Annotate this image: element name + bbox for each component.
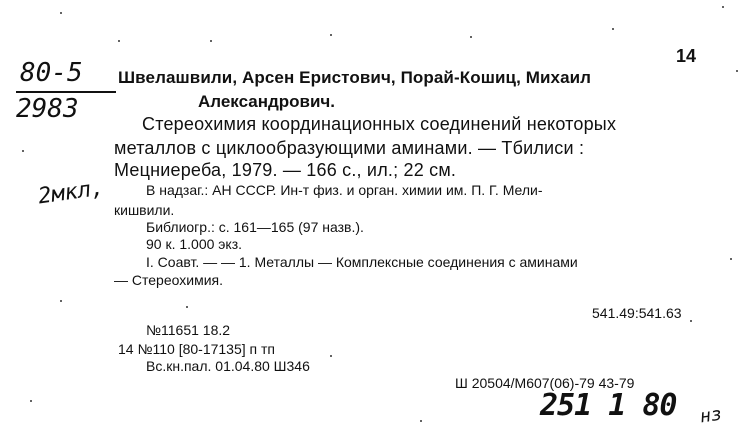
- handwritten-side-note: 2мкл,: [36, 175, 106, 210]
- scan-speck: [210, 40, 212, 42]
- card-number: 14: [676, 46, 697, 66]
- publisher-code: Ш 20504/М607(06)-79 43-79: [455, 375, 635, 391]
- scan-speck: [330, 355, 332, 357]
- title-line-2: металлов с циклообразующими аминами. — Тбилиси :: [114, 138, 585, 158]
- scan-speck: [612, 28, 614, 30]
- scan-speck: [690, 320, 692, 322]
- subjects-line-2: — Стереохимия.: [114, 272, 223, 288]
- reference-line-1: №11651 18.2: [146, 322, 231, 338]
- scan-speck: [60, 300, 62, 302]
- scan-speck: [722, 6, 724, 8]
- udc-code: 541.49:541.63: [592, 305, 682, 321]
- scan-speck: [186, 306, 188, 308]
- reference-line-2: 14 №110 [80-17135] п тп: [118, 341, 275, 357]
- scan-speck: [30, 400, 32, 402]
- price-and-print-run: 90 к. 1.000 экз.: [146, 236, 243, 252]
- scan-speck: [22, 150, 24, 152]
- shelf-mark-divider: [16, 91, 116, 93]
- bibliography-note: Библиогр.: с. 161—165 (97 назв.).: [146, 219, 364, 235]
- handwritten-shelf-mark: 80-5: [20, 58, 83, 88]
- author-line-2: Александрович.: [198, 92, 336, 111]
- title-line-1: Стереохимия координационных соединений некоторых: [142, 114, 617, 134]
- scan-speck: [420, 420, 422, 422]
- note-line-2: кишвили.: [114, 202, 175, 218]
- subjects-line-1: I. Соавт. — — 1. Металлы — Комплексные соединения с аминами: [146, 254, 578, 270]
- scan-speck: [730, 258, 732, 260]
- handwritten-inventory-number: 2983: [16, 94, 79, 124]
- scan-speck: [60, 12, 62, 14]
- scan-speck: [330, 34, 332, 36]
- scan-speck: [736, 70, 738, 72]
- note-line-1: В надзаг.: АН СССР. Ин-т физ. и орган. химии им. П. Г. Мели-: [146, 182, 543, 198]
- scan-speck: [118, 40, 120, 42]
- scan-speck: [470, 36, 472, 38]
- author-line-1: Швелашвили, Арсен Еристович, Порай-Кошиц, Михаил: [118, 68, 592, 87]
- title-line-3: Мецниереба, 1979. — 166 с., ил.; 22 см.: [114, 160, 457, 180]
- handwritten-date-mark: 251 1 80: [540, 388, 677, 423]
- reference-line-3: Вс.кн.пал. 01.04.80 Ш346: [146, 358, 310, 374]
- handwritten-initials: нз: [698, 403, 724, 428]
